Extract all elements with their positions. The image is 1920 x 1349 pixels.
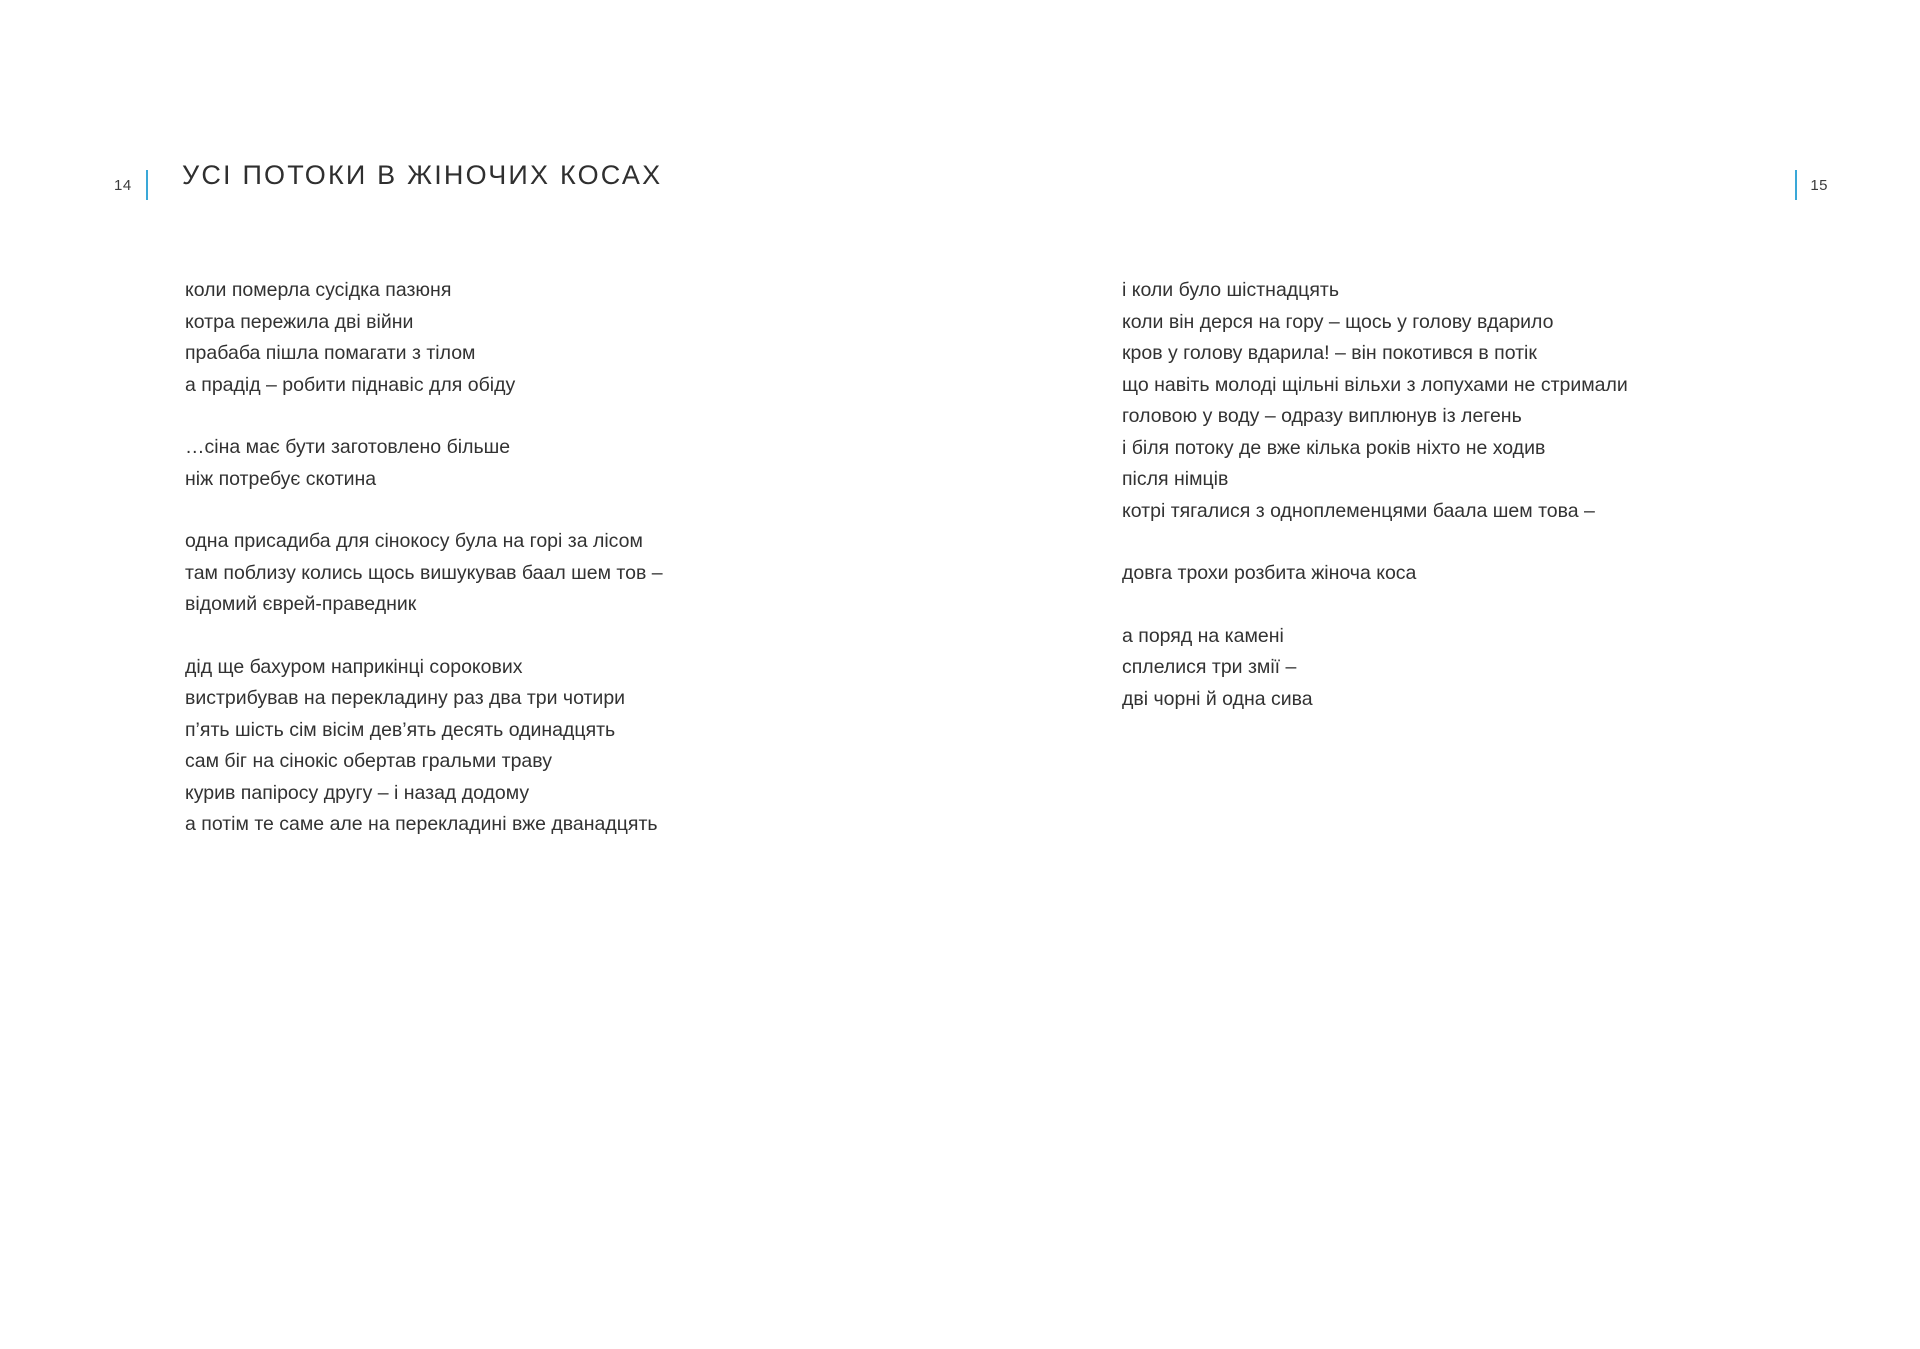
poem-line: дві чорні й одна сива [1122,687,1313,710]
poem-line: коли він дерся на гору – щось у голову вдарило [1122,310,1554,333]
poem-line: а прадід – робити піднавіс для обіду [185,373,516,396]
poem-line: кров у голову вдарила! – він покотився в потік [1122,342,1537,364]
poem-line: ніж потребує скотина [185,467,377,490]
poem-line: а потім те саме але на перекладині вже дванадцять [185,813,658,835]
poem-line: що навіть молоді щільні вільхи з лопухами не стримали [1122,373,1628,396]
poem-line: а поряд на камені [1122,624,1284,647]
poem-line: вистрибував на перекладину раз два три чотири [185,687,626,709]
poem-line: одна присадиба для сінокосу була на горі за лісом [185,530,643,552]
poem-line: сам біг на сінокіс обертав гральми траву [185,750,552,772]
poem-line: котра пережила дві війни [185,310,414,333]
left-page-number: 14 [114,176,132,194]
stanza [1122,275,1802,527]
stanza [1122,621,1802,716]
poem-line: …сіна має бути заготовлено більше [185,436,511,458]
poem-line: прабаба пішла помагати з тілом [185,342,476,364]
page-title: УСІ ПОТОКИ В ЖІНОЧИХ КОСАХ [182,160,663,190]
poem-line: котрі тягалися з одноплеменцями баала шем това – [1122,499,1595,522]
page-header [0,160,1920,204]
poem-line: дід ще бахуром наприкінці сорокових [185,655,523,678]
poem-line: головою у воду – одразу виплюнув із легень [1122,405,1522,427]
poem-line: коли померла сусідка пазюня [185,279,452,301]
stanza [185,432,825,495]
poem-line: там поблизу колись щось вишукував баал шем тов – [185,561,663,584]
left-folio [114,170,148,200]
stanza [185,526,825,621]
stanza [1122,558,1802,590]
poem-line: після німців [1122,468,1229,490]
stanza [185,652,825,841]
poem-line: сплелися три змії – [1122,656,1297,678]
poem-column-right [1122,275,1802,715]
poem-line: довга трохи розбита жіноча коса [1122,562,1417,584]
stanza [185,275,825,401]
poem-column-left [185,275,825,841]
poem-line: відомий єврей-праведник [185,593,417,615]
folio-rule-right [1795,170,1797,200]
right-folio [1795,170,1828,200]
poem-line: і біля потоку де вже кілька років ніхто не ходив [1122,436,1546,459]
right-page-number: 15 [1810,176,1828,194]
poem-line: п’ять шість сім вісім дев’ять десять одинадцять [185,718,616,741]
poem-line: курив папіросу другу – і назад додому [185,781,530,804]
poem-line: і коли було шістнадцять [1122,279,1339,301]
folio-rule-left [146,170,148,200]
